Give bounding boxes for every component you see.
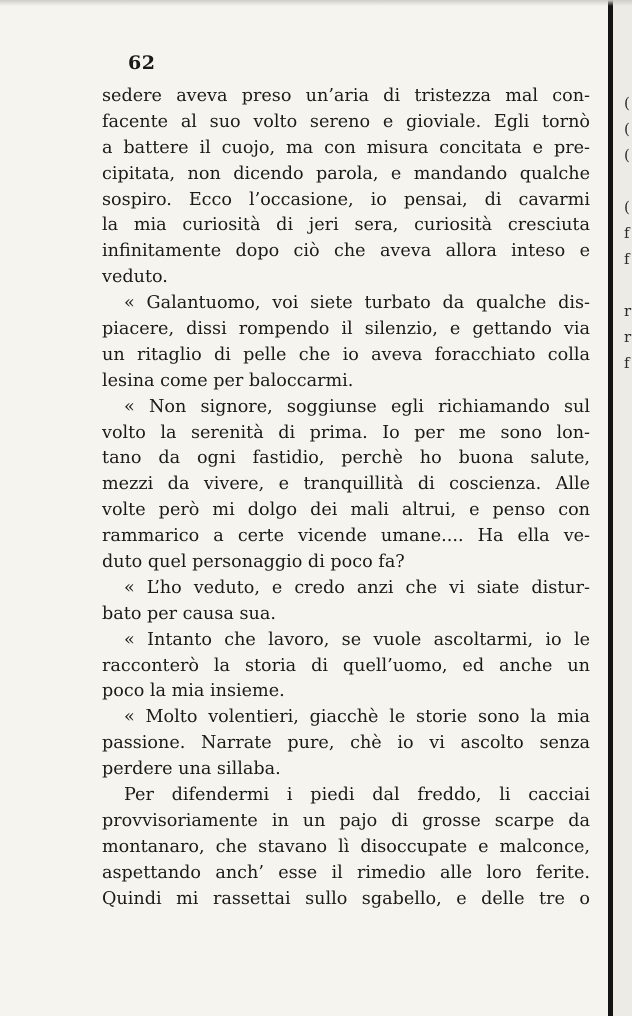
edge-glyph: (: [624, 146, 630, 164]
text-line: infinitamente dopo ciò che aveva allora inteso e: [102, 241, 590, 262]
text-line: sospiro. Ecco l’occasione, io pensai, di cavarmi: [102, 189, 590, 210]
text-line: perdere una sillaba.: [102, 759, 281, 780]
text-line: lesina come per baloccarmi.: [102, 370, 354, 391]
text-line: poco la mia insieme.: [102, 681, 285, 702]
text-line: racconterò la storia di quell’uomo, ed anche un: [102, 655, 590, 676]
text-line: veduto.: [102, 267, 168, 288]
text-line: Per difendermi i piedi dal freddo, li cacciai: [124, 785, 590, 806]
edge-glyph: f: [624, 224, 630, 242]
text-line: duto quel personaggio di poco fa?: [102, 552, 405, 573]
text-line: la mia curiosità di jeri sera, curiosità cresciuta: [102, 215, 590, 236]
edge-glyph: (: [624, 120, 630, 138]
text-line: piacere, dissi rompendo il silenzio, e gettando via: [102, 319, 590, 340]
text-line: « Non signore, soggiunse egli richiamando sul: [124, 396, 590, 417]
text-line: cipitata, non dicendo parola, e mandando qualche: [102, 163, 590, 184]
text-line: a battere il cuojo, ma con misura concitata e pre-: [102, 137, 590, 158]
text-line: « Molto volentieri, giacchè le storie sono la mia: [124, 707, 590, 728]
text-line: un ritaglio di pelle che io aveva foracchiato colla: [102, 344, 590, 365]
page-number: 62: [128, 52, 156, 74]
text-line: Quindi mi rassettai sullo sgabello, e delle tre o: [102, 888, 590, 909]
text-line: provvisoriamente in un pajo di grosse scarpe da: [102, 810, 590, 831]
edge-glyph: f: [624, 250, 630, 268]
text-line: montanaro, che stavano lì disoccupate e malconce,: [102, 836, 590, 857]
body-text: [102, 84, 590, 913]
text-line: volto la serenità di prima. Io per me sono lon-: [102, 422, 590, 443]
text-line: sedere aveva preso un’aria di tristezza mal con-: [102, 86, 590, 106]
edge-glyph: f: [624, 354, 630, 372]
text-line: mezzi da vivere, e tranquillità di coscienza. Alle: [102, 474, 590, 495]
edge-glyph: (: [624, 94, 630, 112]
text-line: aspettando anch’ esse il rimedio alle loro ferite.: [102, 862, 590, 883]
text-line: passione. Narrate pure, chè io vi ascolto senza: [102, 733, 590, 754]
text-line: « L’ho veduto, e credo anzi che vi siate distur-: [124, 577, 590, 598]
text-line: volte però mi dolgo dei mali altrui, e penso con: [102, 500, 590, 521]
text-line: tano da ogni fastidio, perchè ho buona salute,: [102, 448, 590, 469]
text-line: « Intanto che lavoro, se vuole ascoltarmi, io le: [124, 629, 590, 650]
edge-glyph: r: [624, 328, 632, 346]
text-line: bato per causa sua.: [102, 603, 276, 624]
text-line: « Galantuomo, voi siete turbato da qualche dis-: [124, 293, 590, 314]
edge-glyph: r: [624, 302, 632, 320]
text-line: rammarico a certe vicende umane.... Ha ella ve-: [102, 526, 590, 547]
text-line: facente al suo volto sereno e gioviale. Egli tornò: [102, 111, 590, 132]
edge-glyph: (: [624, 198, 630, 216]
scan-shadow: [0, 0, 632, 6]
book-gutter: [608, 0, 613, 1016]
